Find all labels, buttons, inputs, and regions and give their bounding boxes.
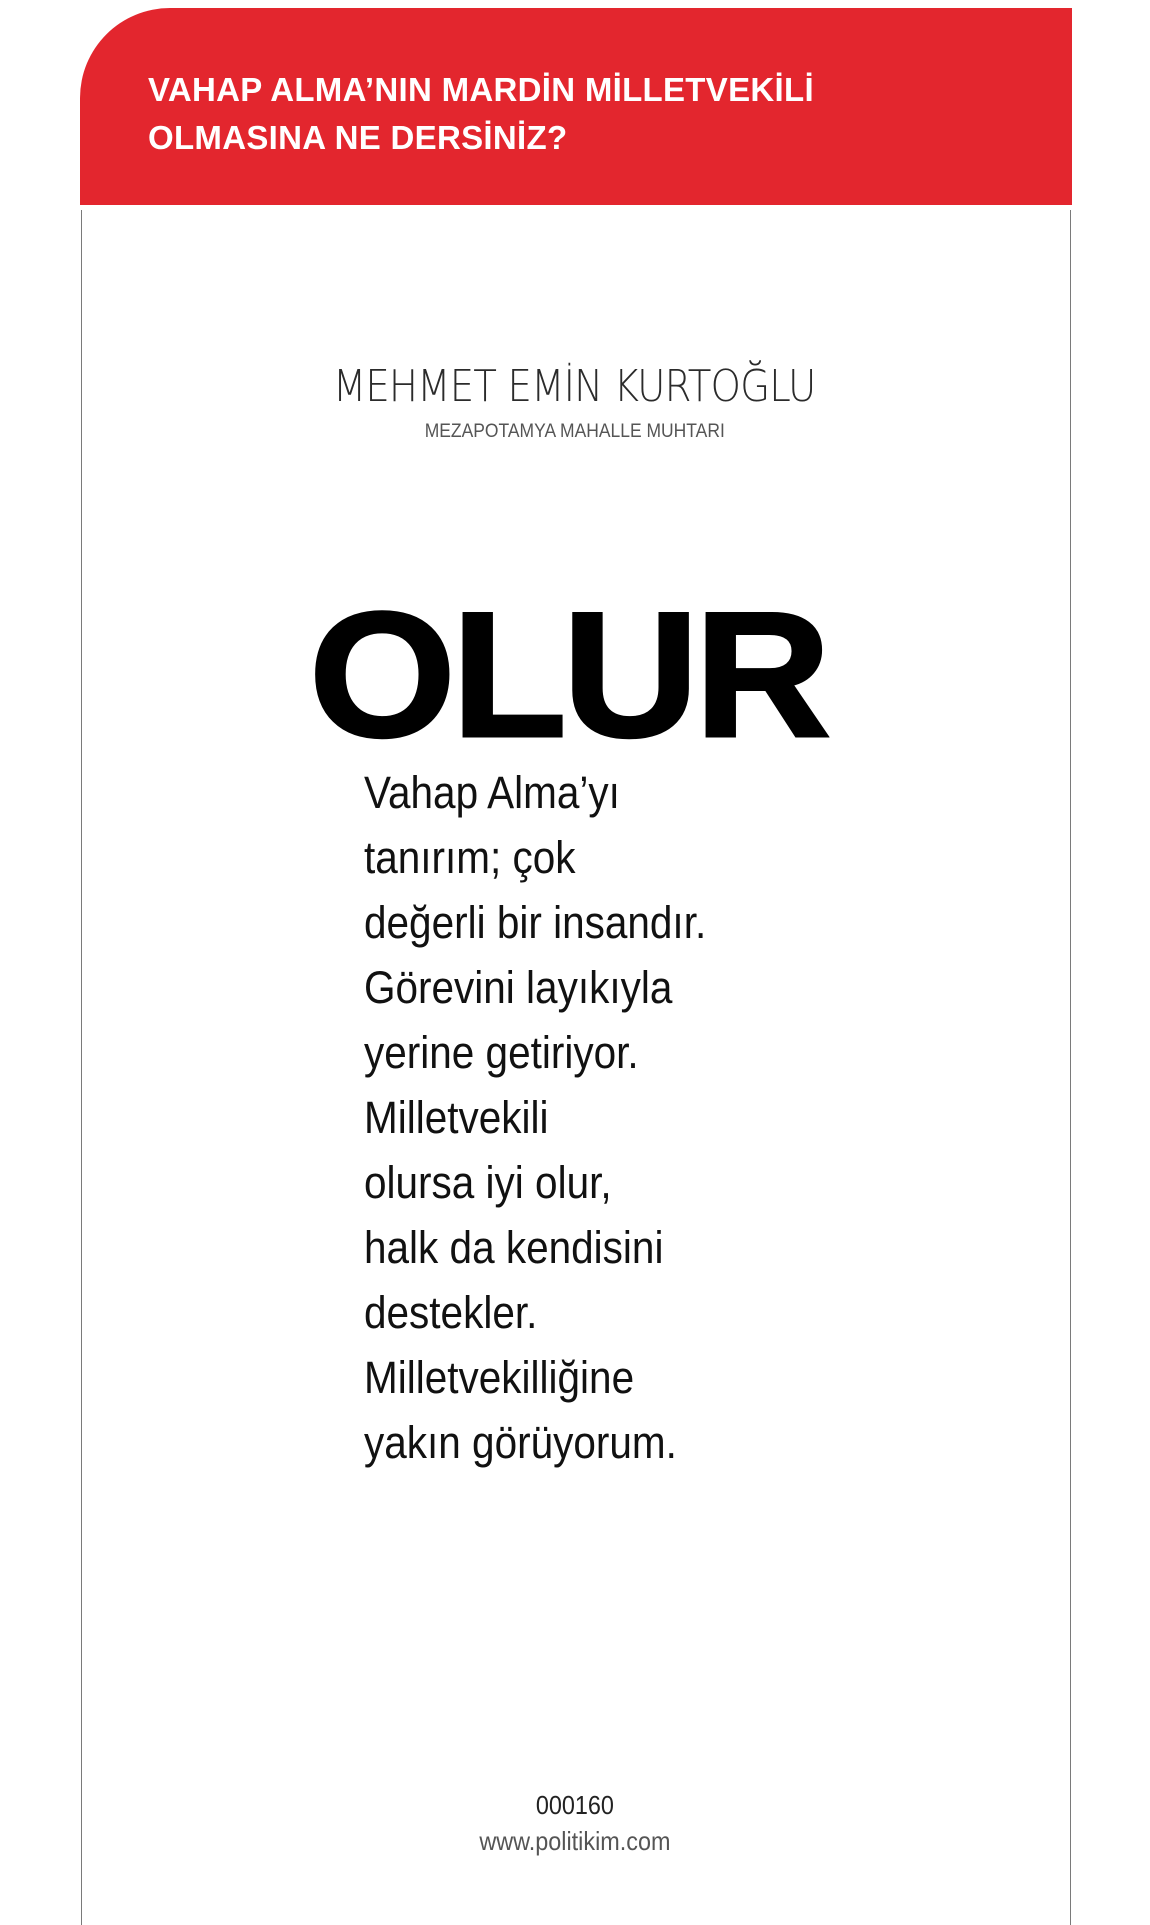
frame-right-border: [1070, 210, 1071, 1925]
record-code: 000160: [535, 1790, 614, 1820]
answer-line: yerine getiriyor.: [364, 1027, 639, 1078]
respondent-name: MEHMET EMİN KURTOĞLU: [332, 361, 816, 412]
answer-line: Milletvekilliğine: [364, 1352, 635, 1403]
question-line-1: VAHAP ALMA’NIN MARDİN MİLLETVEKİLİ: [148, 71, 814, 108]
respondent-role: MEZAPOTAMYA MAHALLE MUHTARI: [424, 421, 725, 442]
frame-left-border: [81, 210, 82, 1925]
answer-line: halk da kendisini: [364, 1222, 664, 1273]
answer-line: Vahap Alma’yı: [364, 767, 620, 818]
answer-line: destekler.: [364, 1287, 538, 1338]
answer-line: Milletvekili: [364, 1092, 549, 1143]
answer-line: yakın görüyorum.: [364, 1417, 677, 1468]
answer-line: Görevini layıkıyla: [364, 962, 673, 1013]
answer-line: tanırım; çok: [364, 832, 576, 883]
answer-text: [364, 760, 742, 1475]
question-banner: [80, 8, 1072, 205]
question-heading: [148, 66, 1028, 162]
answer-headline: OLUR: [309, 575, 827, 774]
answer-line: olursa iyi olur,: [364, 1157, 612, 1208]
question-line-2: OLMASINA NE DERSİNİZ?: [148, 119, 568, 156]
website-link[interactable]: www.politikim.com: [479, 1826, 671, 1856]
answer-line: değerli bir insandır.: [364, 897, 707, 948]
